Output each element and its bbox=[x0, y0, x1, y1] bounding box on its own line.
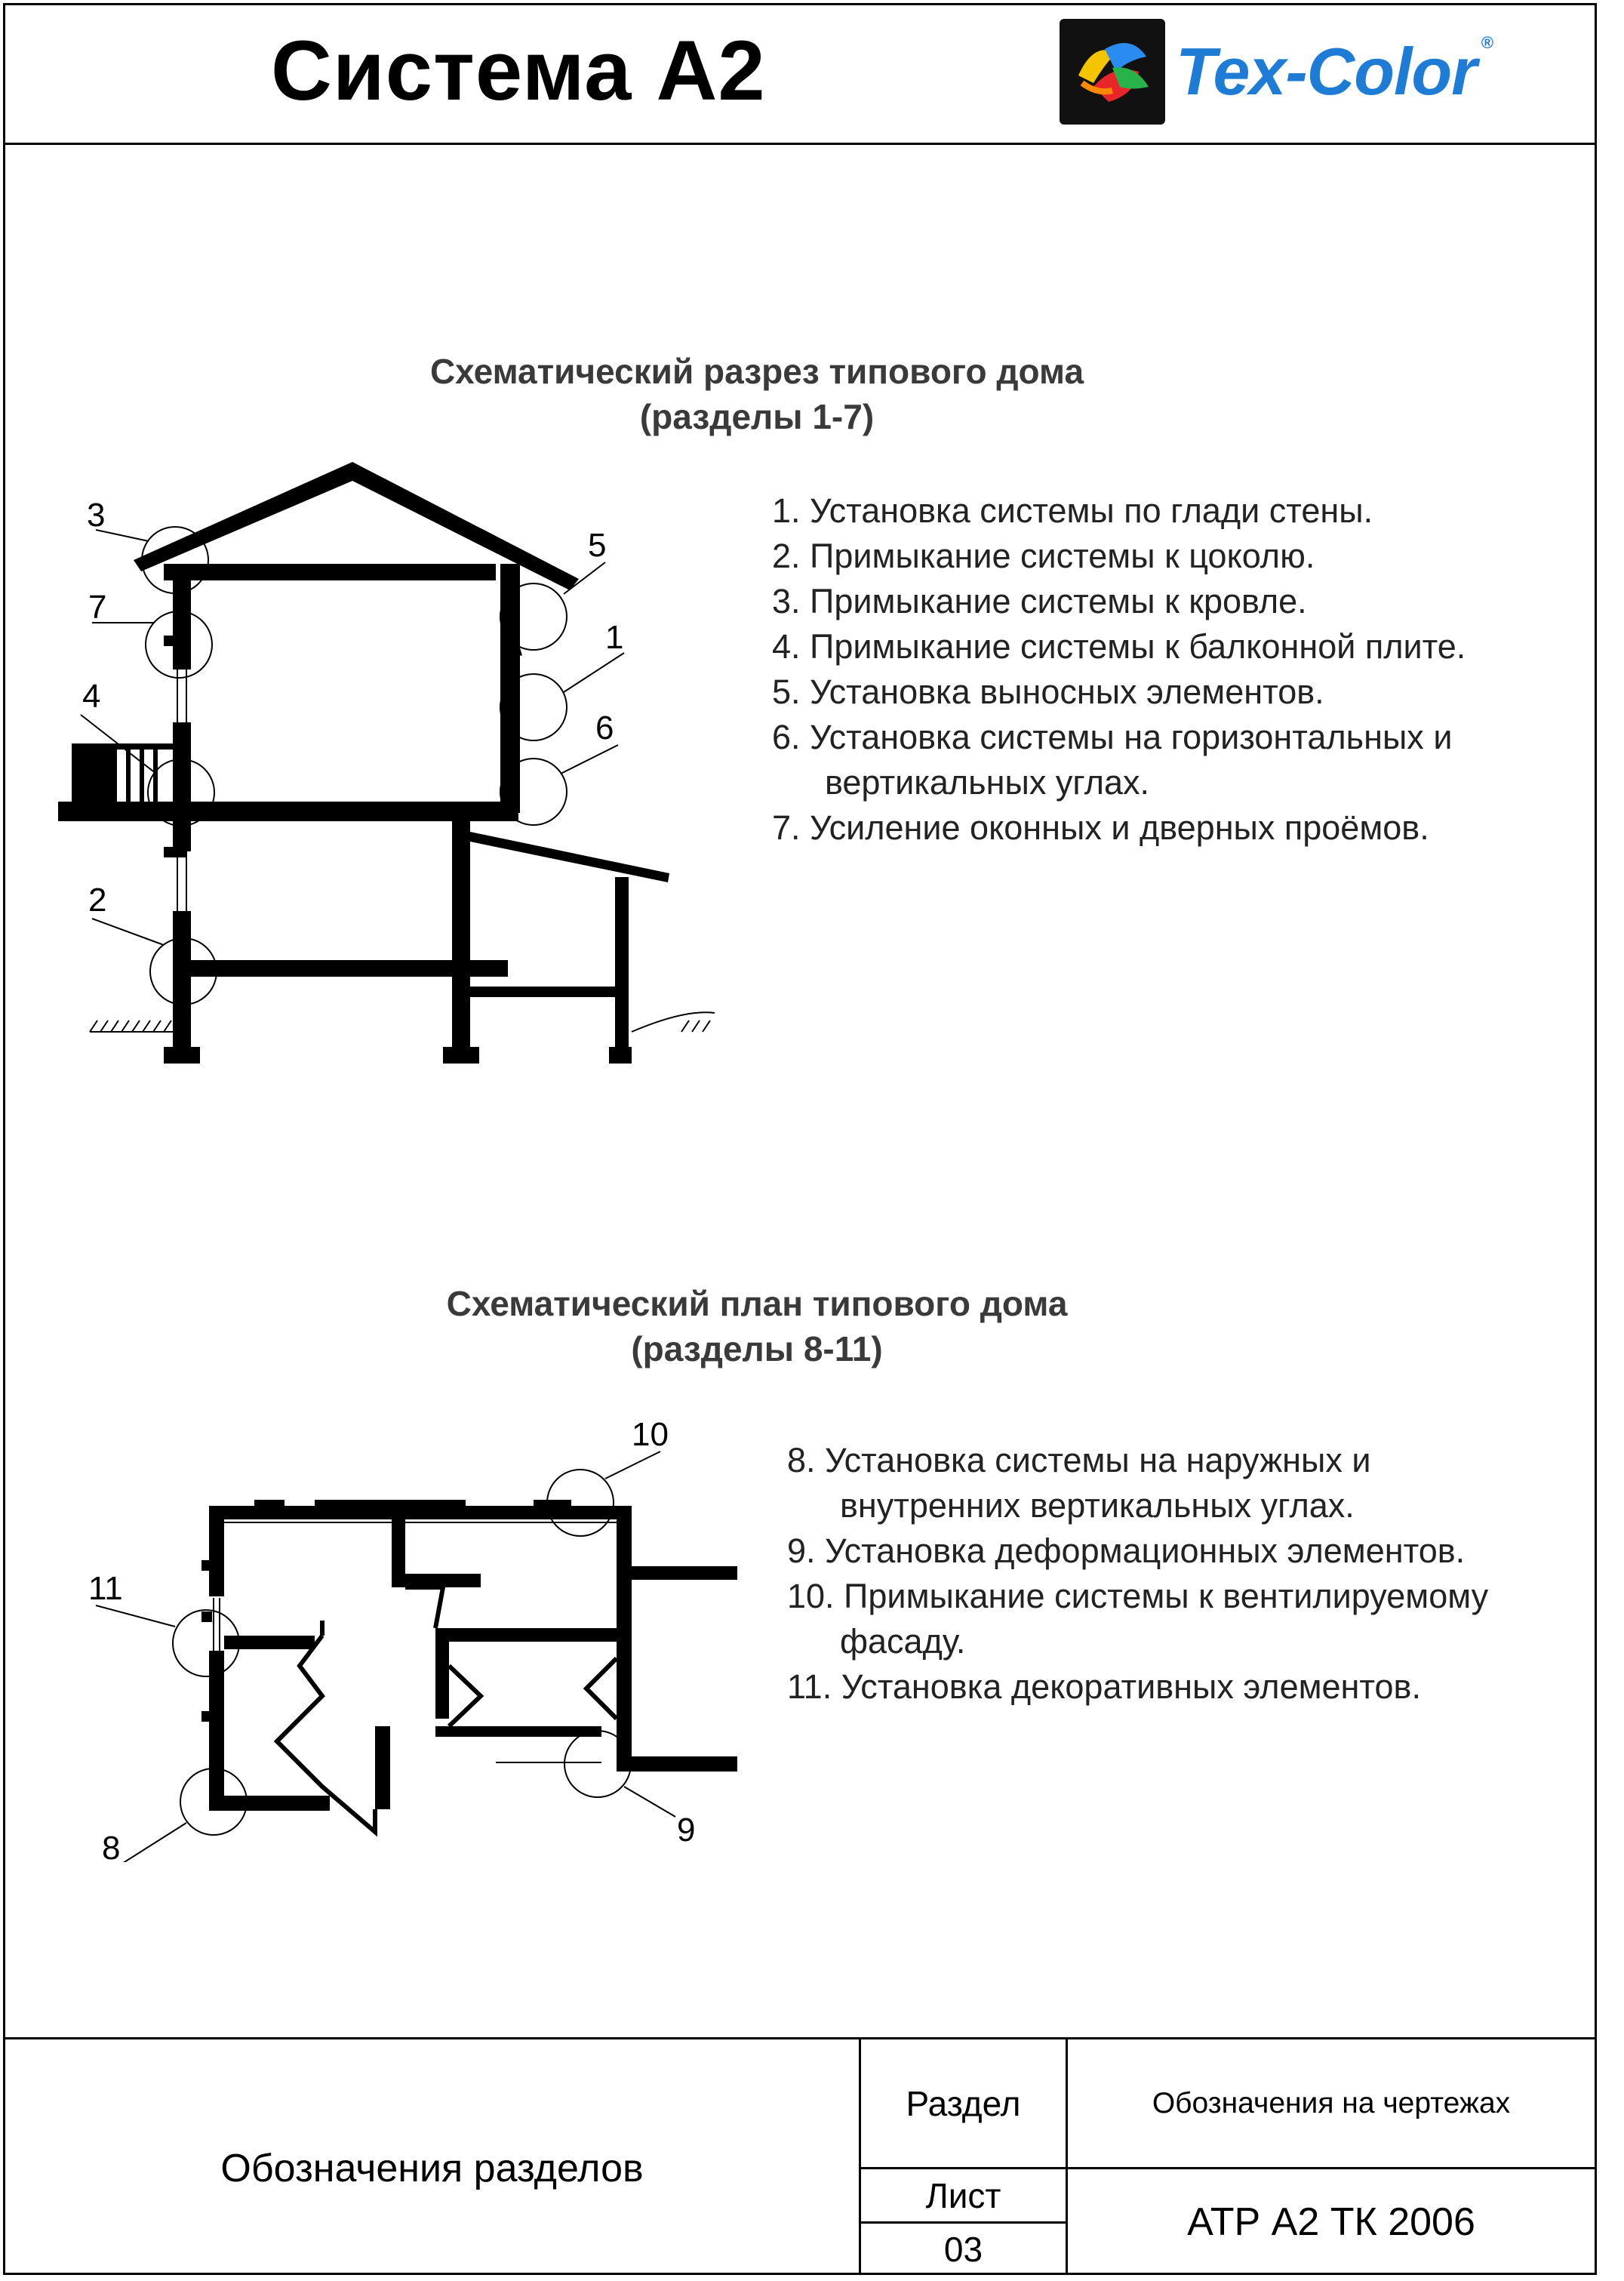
section2-title-line2: (разделы 8-11) bbox=[631, 1329, 883, 1368]
callout-3: 3 bbox=[87, 497, 106, 534]
list-item: 9. Установка деформационных элементов. bbox=[787, 1531, 1466, 1570]
list-item: 10. Примыкание системы к вентилируемому bbox=[787, 1577, 1489, 1615]
brand-name bbox=[1176, 33, 1493, 110]
section1-list bbox=[772, 488, 1466, 851]
brand-mark-icon bbox=[1060, 19, 1165, 125]
page-title: Система А2 bbox=[271, 23, 766, 118]
list-item: 1. Установка системы по глади стены. bbox=[772, 491, 1373, 530]
list-item: 3. Примыкание системы к кровле. bbox=[772, 582, 1307, 620]
footer-caption: Обозначения разделов bbox=[5, 2039, 861, 2275]
drawing-sheet bbox=[3, 3, 1597, 2275]
list-item: фасаду. bbox=[840, 1622, 966, 1661]
list-item: внутренних вертикальных углах. bbox=[840, 1486, 1355, 1525]
title-block bbox=[5, 2037, 1595, 2275]
list-item: 5. Установка выносных элементов. bbox=[772, 673, 1324, 711]
callout-2: 2 bbox=[88, 882, 107, 919]
section2-list bbox=[787, 1438, 1488, 1710]
sheet-label: Лист bbox=[861, 2169, 1068, 2224]
section-title-plan bbox=[364, 1281, 1149, 1371]
brand-logo bbox=[1060, 19, 1493, 125]
section1-title-line2: (разделы 1-7) bbox=[639, 397, 875, 436]
list-item: 6. Установка системы на горизонтальных и bbox=[772, 718, 1453, 756]
section-label: Раздел bbox=[861, 2039, 1068, 2169]
section-value: Обозначения на чертежах bbox=[1068, 2039, 1595, 2169]
callout-7: 7 bbox=[88, 589, 107, 626]
house-plan-drawing bbox=[73, 1409, 737, 1862]
section2-title-line1: Схематический план типового дома bbox=[446, 1284, 1068, 1323]
callout-11: 11 bbox=[88, 1570, 123, 1607]
list-item: 4. Примыкание системы к балконной плите. bbox=[772, 627, 1466, 666]
list-item: 11. Установка декоративных элементов. bbox=[787, 1667, 1421, 1706]
registered-mark: ® bbox=[1481, 33, 1493, 52]
document-code: АТР А2 ТК 2006 bbox=[1187, 2200, 1475, 2244]
brand-text: Tex-Color bbox=[1176, 34, 1477, 109]
callout-5: 5 bbox=[588, 527, 607, 564]
callout-8: 8 bbox=[102, 1830, 121, 1862]
header bbox=[5, 5, 1595, 145]
list-item: вертикальных углах. bbox=[825, 763, 1150, 802]
sheet-number: 03 bbox=[861, 2224, 1068, 2275]
callout-4: 4 bbox=[82, 678, 101, 715]
callout-6: 6 bbox=[595, 710, 614, 746]
house-cross-section-drawing bbox=[51, 451, 745, 1070]
section1-title-line1: Схематический разрез типового дома bbox=[429, 352, 1084, 391]
section-title-cross-section bbox=[364, 349, 1149, 439]
list-item: 2. Примыкание системы к цоколю. bbox=[772, 537, 1315, 575]
list-item: 8. Установка системы на наружных и bbox=[787, 1441, 1371, 1479]
callout-10: 10 bbox=[632, 1416, 669, 1453]
callout-1: 1 bbox=[605, 619, 624, 656]
list-item: 7. Усиление оконных и дверных проёмов. bbox=[772, 808, 1429, 847]
callout-9: 9 bbox=[677, 1812, 696, 1849]
